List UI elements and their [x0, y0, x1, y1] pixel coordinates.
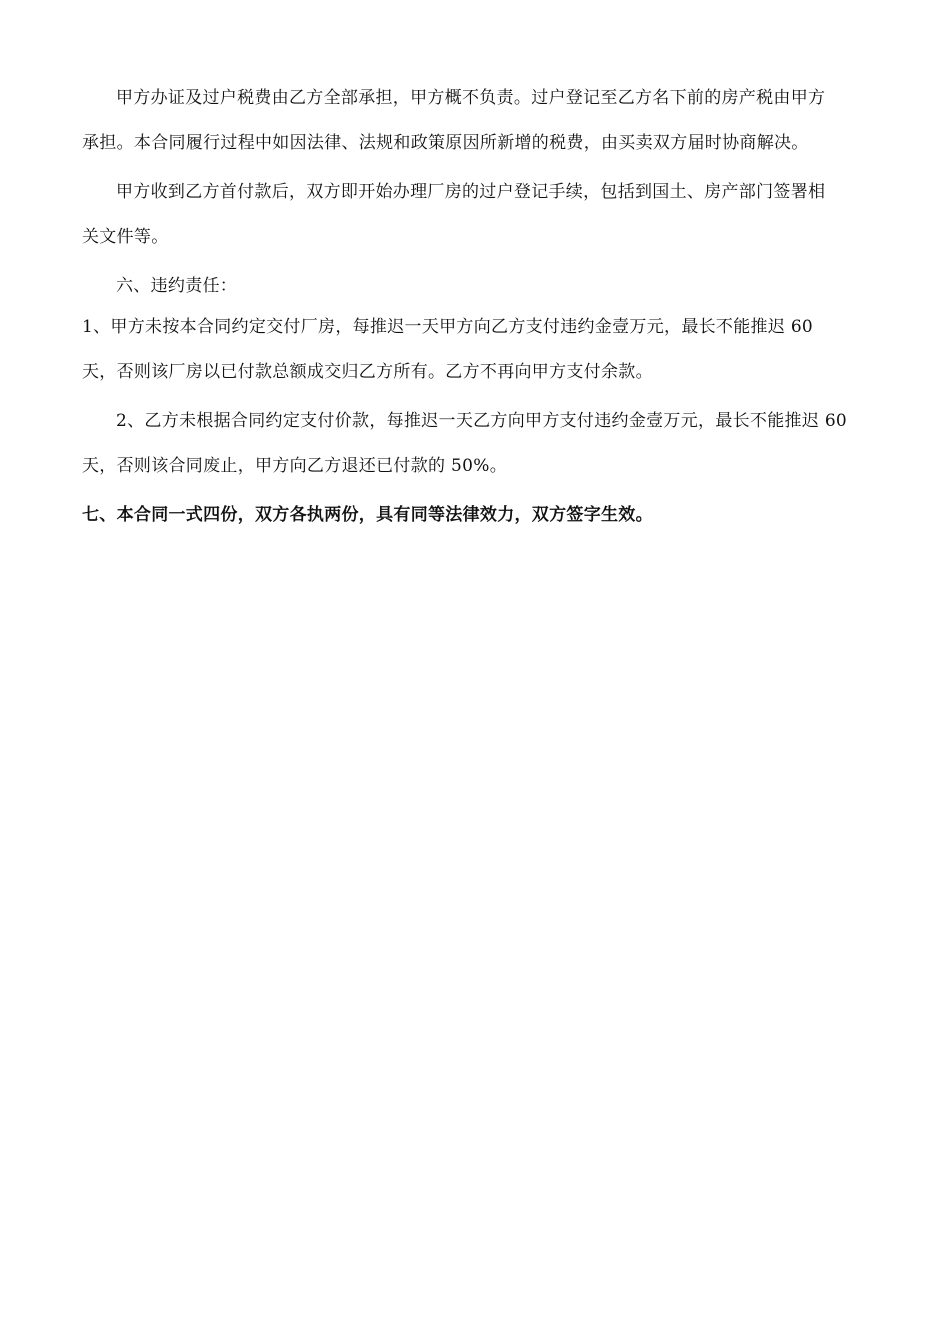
paragraph-line: 甲方办证及过户税费由乙方全部承担，甲方概不负责。过户登记至乙方名下前的房产税由甲方: [116, 88, 826, 108]
clause-item-2: [82, 399, 872, 489]
section-heading-breach-liability: [82, 264, 872, 309]
clause-line: 2、乙方未根据合同约定支付价款，每推迟一天乙方向甲方支付违约金壹万元，最长不能推迟 60: [116, 411, 848, 431]
paragraph-transfer-registration: [82, 170, 872, 260]
paragraph-line: 甲方收到乙方首付款后，双方即开始办理厂房的过户登记手续，包括到国土、房产部门签署相: [116, 182, 826, 202]
document-body: [82, 76, 872, 538]
paragraph-line: 承担。本合同履行过程中如因法律、法规和政策原因所新增的税费，由买卖双方届时协商解决。: [82, 133, 809, 153]
clause-item-1: [82, 305, 872, 395]
section-heading: 六、违约责任：: [116, 276, 238, 296]
clause-line: 天，否则该合同废止，甲方向乙方退还已付款的 50%。: [82, 456, 507, 476]
section-seven-text: 七、本合同一式四份，双方各执两份，具有同等法律效力，双方签字生效。: [82, 505, 653, 525]
clause-line: 天，否则该厂房以已付款总额成交归乙方所有。乙方不再向甲方支付余款。: [82, 362, 653, 382]
paragraph-line: 关文件等。: [82, 227, 169, 247]
section-seven-copies-clause: [82, 493, 872, 538]
clause-line: 1、甲方未按本合同约定交付厂房，每推迟一天甲方向乙方支付违约金壹万元，最长不能推迟 60: [82, 317, 814, 337]
paragraph-tax-fees: [82, 76, 872, 166]
